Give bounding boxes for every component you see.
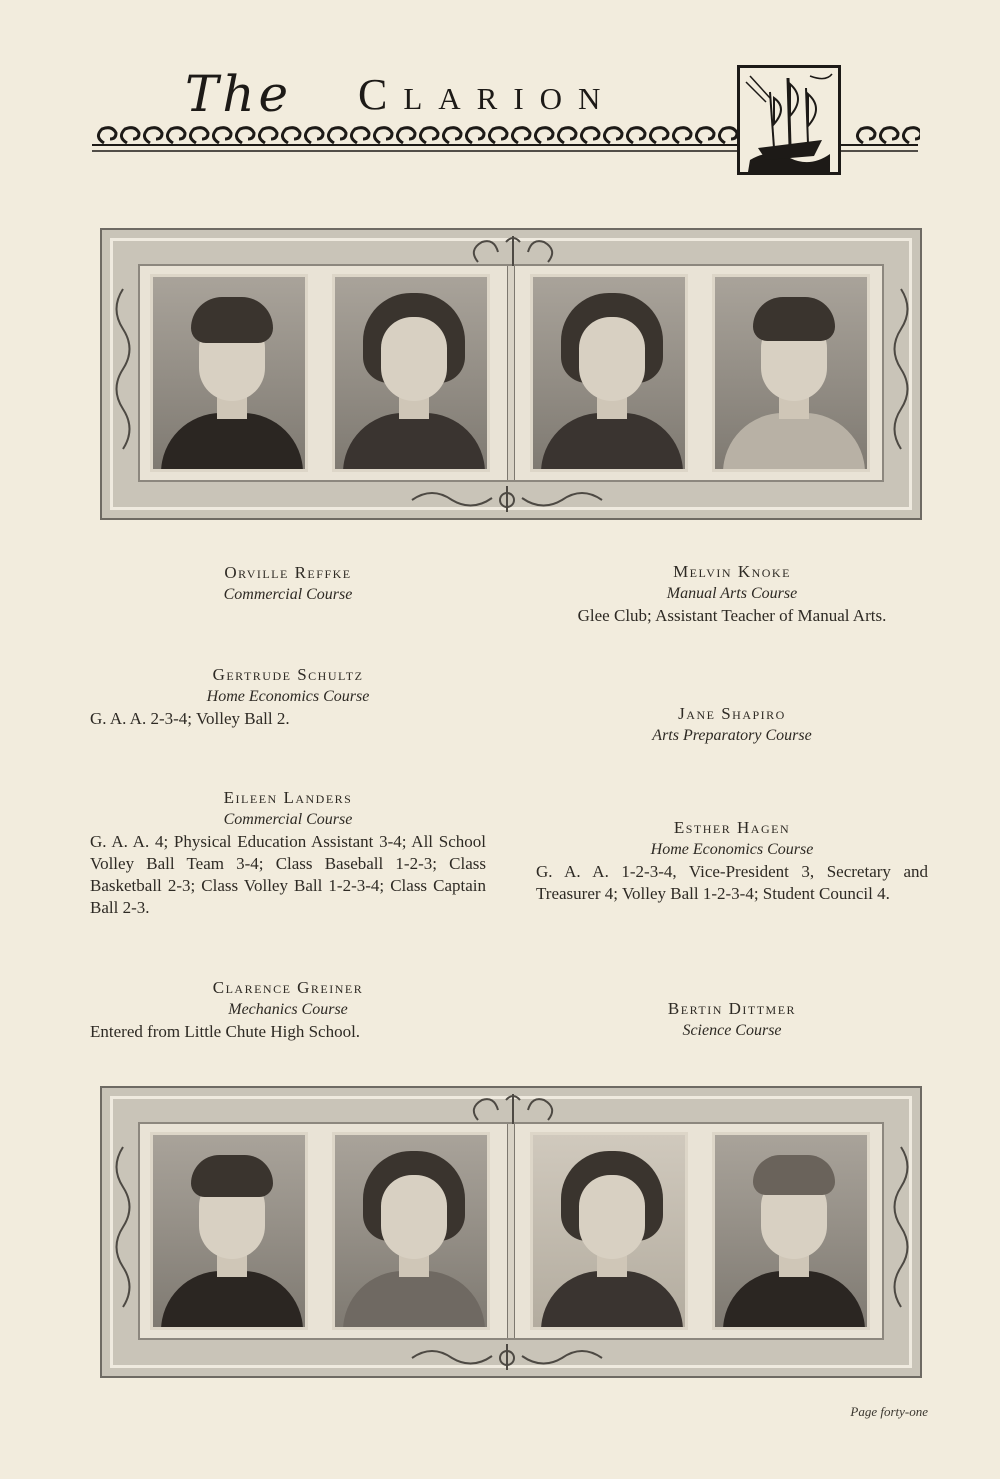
wave-scroll — [259, 128, 277, 143]
entry-orville-reffke — [140, 562, 436, 606]
student-activities: Glee Club; Assistant Teacher of Manual Arts. — [577, 606, 887, 625]
wave-scroll — [351, 128, 369, 143]
portrait-orville-reffke — [150, 274, 308, 472]
portrait-bertin-dittmer — [712, 1132, 870, 1330]
masthead — [90, 55, 920, 175]
student-name: Melvin Knoke — [673, 562, 791, 581]
ornament-top-icon — [458, 232, 568, 270]
student-course: Manual Arts Course — [666, 585, 798, 602]
wave-scroll — [236, 128, 254, 143]
wave-scroll — [167, 128, 185, 143]
frame-divider — [507, 266, 515, 480]
ornament-bottom-icon — [402, 1340, 612, 1374]
student-activities: G. A. A. 4; Physical Education Assistant 3-4; All School Volley Ball Team 3-4; Class Baseball 1-2-3; Class Basketball 2-3; Class Volley Ball 1-2-3-4; Class Captain Ball 2-3. — [90, 832, 486, 917]
scroll-left-icon — [108, 1142, 138, 1312]
student-course: Commercial Course — [223, 586, 353, 603]
ship-icon — [737, 65, 841, 175]
student-name: Eileen Landers — [223, 788, 353, 807]
student-name: Orville Reffke — [224, 563, 352, 582]
wave-scroll — [604, 128, 622, 143]
wave-scroll — [696, 128, 714, 143]
wave-scroll — [282, 128, 300, 143]
portrait-esther-hagen — [530, 1132, 688, 1330]
student-course: Science Course — [682, 1022, 782, 1039]
scroll-right-icon — [886, 1142, 916, 1312]
photo-frame-bottom — [100, 1086, 922, 1378]
wave-scroll — [420, 128, 438, 143]
student-course: Home Economics Course — [650, 841, 814, 858]
entry-bertin-dittmer — [586, 998, 878, 1042]
frame-divider — [507, 1124, 515, 1338]
wave-scroll — [190, 128, 208, 143]
ornament-top-icon — [458, 1090, 568, 1128]
wave-scroll — [98, 128, 116, 143]
wave-scroll — [880, 128, 898, 143]
student-name: Clarence Greiner — [212, 978, 364, 997]
wave-scroll — [673, 128, 691, 143]
student-activities: G. A. A. 2-3-4; Volley Ball 2. — [90, 709, 290, 728]
wave-scroll — [650, 128, 668, 143]
portrait-gertrude-schultz — [332, 274, 490, 472]
student-course: Home Economics Course — [206, 688, 370, 705]
student-course: Commercial Course — [223, 811, 353, 828]
wave-scroll — [627, 128, 645, 143]
student-name: Bertin Dittmer — [667, 999, 797, 1018]
portrait-jane-shapiro — [332, 1132, 490, 1330]
scroll-left-icon — [108, 284, 138, 454]
wave-scroll — [121, 128, 139, 143]
ornament-bottom-icon — [402, 482, 612, 516]
portrait-eileen-landers — [530, 274, 688, 472]
entry-melvin-knoke — [536, 561, 928, 627]
wave-scroll — [719, 128, 737, 143]
student-name: Esther Hagen — [673, 818, 791, 837]
page-number: Page forty-one — [850, 1404, 928, 1419]
student-activities: G. A. A. 1-2-3-4, Vice-President 3, Secretary and Treasurer 4; Volley Ball 1-2-3-4; Student Council 4. — [536, 862, 928, 903]
entry-eileen-landers — [90, 787, 486, 919]
wave-scroll — [558, 128, 576, 143]
wave-scroll — [328, 128, 346, 143]
photo-frame-top — [100, 228, 922, 520]
masthead-title-the: The — [185, 65, 293, 123]
wave-scroll — [305, 128, 323, 143]
student-name: Gertrude Schultz — [212, 665, 364, 684]
entry-clarence-greiner — [90, 977, 486, 1043]
wave-scroll — [489, 128, 507, 143]
student-course: Mechanics Course — [228, 1001, 348, 1018]
wave-scroll — [903, 128, 920, 143]
wave-scroll — [535, 128, 553, 143]
wave-scroll — [512, 128, 530, 143]
entry-gertrude-schultz — [90, 664, 486, 730]
wave-scroll — [857, 128, 875, 143]
wave-scroll — [443, 128, 461, 143]
student-course: Arts Preparatory Course — [652, 727, 812, 744]
entry-esther-hagen — [536, 817, 928, 905]
wave-scroll — [374, 128, 392, 143]
entry-jane-shapiro — [586, 703, 878, 747]
wave-scroll — [213, 128, 231, 143]
scroll-right-icon — [886, 284, 916, 454]
portrait-clarence-greiner — [150, 1132, 308, 1330]
wave-scroll — [581, 128, 599, 143]
wave-scroll — [397, 128, 415, 143]
masthead-title-clarion: Clarion — [358, 70, 617, 119]
student-activities: Entered from Little Chute High School. — [90, 1022, 361, 1041]
portrait-melvin-knoke — [712, 274, 870, 472]
wave-scroll — [144, 128, 162, 143]
student-name: Jane Shapiro — [678, 704, 786, 723]
wave-scroll — [466, 128, 484, 143]
